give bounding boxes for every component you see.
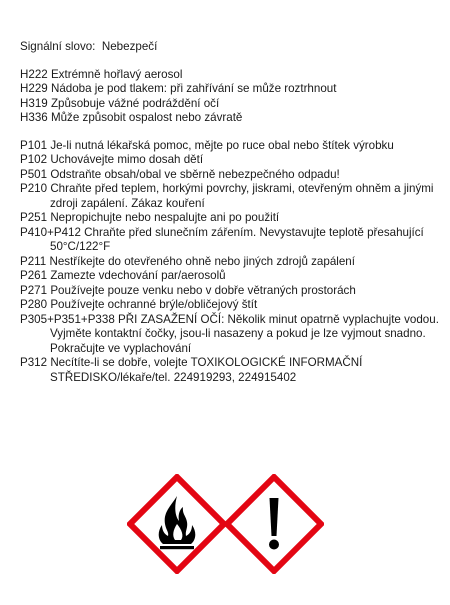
- hazard-statement: H336 Může způsobit ospalost nebo závratě: [20, 111, 243, 124]
- hazard-statement: H222 Extrémně hořlavý aerosol: [20, 67, 183, 81]
- ghs02-flame-icon: [127, 474, 227, 574]
- precautionary-statement: P261 Zamezte vdechování par/aerosolů: [20, 269, 226, 282]
- signal-word-line: [20, 40, 440, 55]
- hazard-statement: H229 Nádoba je pod tlakem: při zahřívání se může roztrhnout: [20, 82, 337, 95]
- precautionary-statement: P211 Nestříkejte do otevřeného ohně nebo jiných zdrojů zapálení: [20, 254, 355, 268]
- signal-word-label: Signální slovo:: [20, 40, 96, 53]
- precautionary-statement: P501 Odstraňte obsah/obal ve sběrně nebezpečného odpadu!: [20, 167, 340, 181]
- precautionary-statement: P280 Používejte ochranné brýle/obličejový štít: [20, 298, 258, 311]
- precautionary-statement: P305+P351+P338 PŘI ZASAŽENÍ OČÍ: Několik minut opatrně vyplachujte vodou. Vyjměte kontaktní čočky, jsou-li nasazeny a pokud je lze vyjmout snadno. Pokračujte ve vyplachování: [20, 312, 439, 355]
- precautionary-statement: P101 Je-li nutná lékařská pomoc, mějte po ruce obal nebo štítek výrobku: [20, 138, 394, 152]
- hazard-statements: [20, 68, 440, 126]
- ghs07-exclamation-icon: [224, 474, 324, 574]
- precautionary-statement: P102 Uchovávejte mimo dosah dětí: [20, 153, 204, 166]
- signal-word: Nebezpečí: [101, 40, 158, 53]
- precautionary-statement: P312 Necítíte-li se dobře, volejte TOXIKOLOGICKÉ INFORMAČNÍ STŘEDISKO/lékaře/tel. 224919293, 224915402: [20, 356, 363, 384]
- precautionary-statements: [20, 139, 440, 386]
- hazard-statement: H319 Způsobuje vážné podráždění očí: [20, 96, 220, 110]
- ghs-pictograms: [0, 455, 450, 605]
- precautionary-statement: P251 Nepropichujte nebo nespalujte ani po použití: [20, 211, 280, 224]
- precautionary-statement: P410+P412 Chraňte před slunečním zářením. Nevystavujte teplotě přesahující 50°C/122°F: [20, 225, 424, 253]
- precautionary-statement: P210 Chraňte před teplem, horkými povrchy, jiskrami, otevřeným ohněm a jinými zdroji zapálení. Zákaz kouření: [20, 182, 434, 210]
- precautionary-statement: P271 Používejte pouze venku nebo v dobře větraných prostorách: [20, 283, 356, 297]
- safety-label: [20, 40, 440, 398]
